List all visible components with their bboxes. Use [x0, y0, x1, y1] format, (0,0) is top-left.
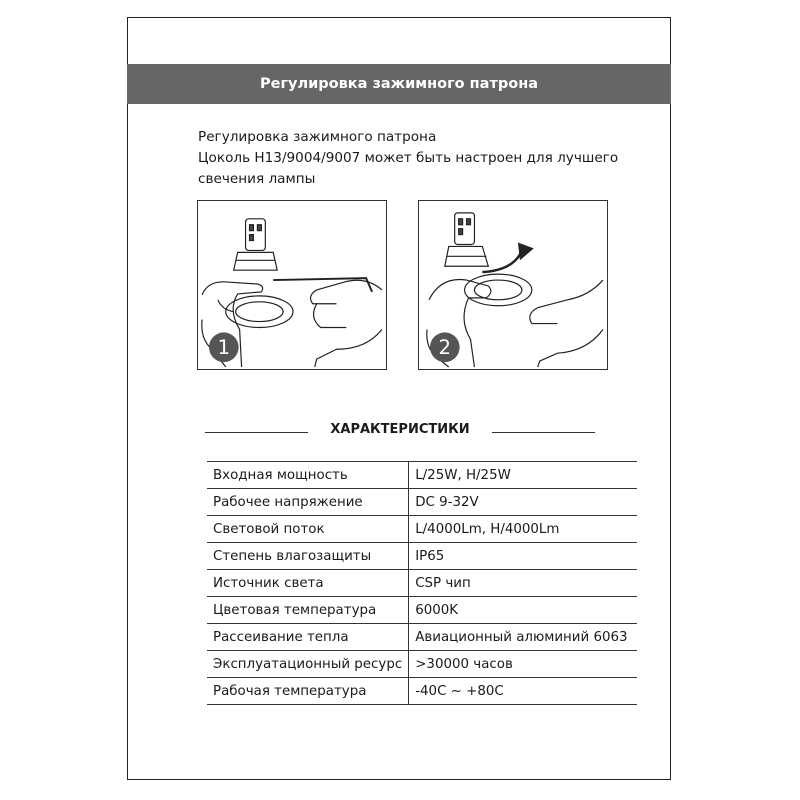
spec-label: Входная мощность [207, 462, 409, 489]
table-row [207, 516, 637, 543]
spec-label: Рассеивание тепла [207, 624, 409, 651]
spec-value: -40C ~ +80C [409, 678, 637, 705]
table-row [207, 543, 637, 570]
spec-value: Авиационный алюминий 6063 [409, 624, 637, 651]
step-number-1: 1 [217, 336, 231, 360]
hands-adjusting-bulb-illustration-1 [198, 201, 386, 369]
figure-step-2 [418, 200, 608, 370]
spec-value: L/25W, H/25W [409, 462, 637, 489]
table-row [207, 489, 637, 516]
spec-label: Рабочая температура [207, 678, 409, 705]
spec-value: 6000K [409, 597, 637, 624]
table-row [207, 462, 637, 489]
step-number-2: 2 [438, 336, 452, 360]
spec-value: CSP чип [409, 570, 637, 597]
banner-title: Регулировка зажимного патрона [259, 76, 539, 92]
table-row [207, 624, 637, 651]
table-row [207, 678, 637, 705]
table-row [207, 570, 637, 597]
table-row [207, 651, 637, 678]
intro-line-3: свечения лампы [198, 171, 316, 187]
spec-label: Источник света [207, 570, 409, 597]
intro-line-2: Цоколь H13/9004/9007 может быть настроен для лучшего [198, 150, 619, 166]
spec-label: Степень влагозащиты [207, 543, 409, 570]
specs-title: ХАРАКТЕРИСТИКИ [330, 422, 470, 437]
spec-label: Рабочее напряжение [207, 489, 409, 516]
hands-adjusting-bulb-illustration-2 [419, 201, 607, 369]
heading-rule-right [492, 432, 595, 433]
section-banner [127, 64, 671, 104]
specs-table [207, 461, 637, 705]
spec-label: Эксплуатационный ресурс [207, 651, 409, 678]
table-row [207, 597, 637, 624]
intro-text [198, 127, 618, 190]
figure-step-1 [197, 200, 387, 370]
spec-value: L/4000Lm, H/4000Lm [409, 516, 637, 543]
spec-value: IP65 [409, 543, 637, 570]
spec-value: DC 9-32V [409, 489, 637, 516]
specs-heading [205, 422, 595, 442]
spec-value: >30000 часов [409, 651, 637, 678]
intro-line-1: Регулировка зажимного патрона [198, 129, 437, 145]
spec-label: Световой поток [207, 516, 409, 543]
spec-label: Цветовая температура [207, 597, 409, 624]
